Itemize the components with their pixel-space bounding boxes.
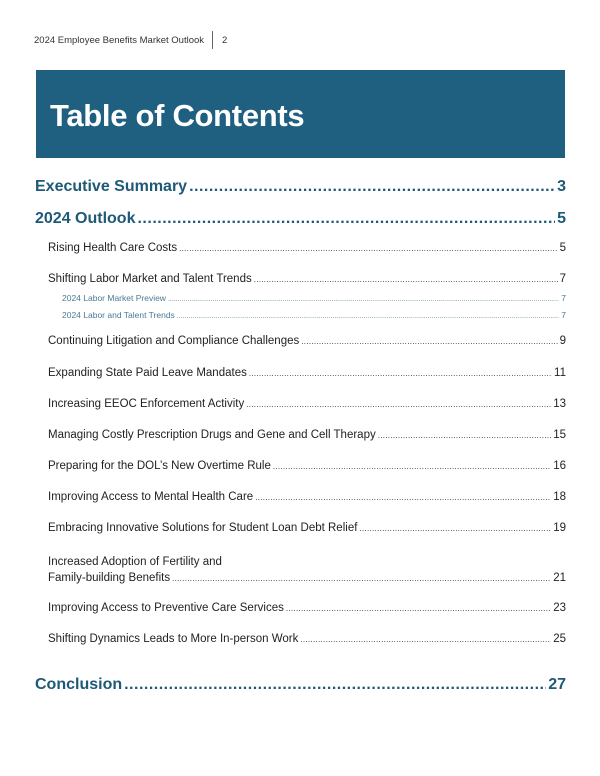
toc-entry-label: Continuing Litigation and Compliance Challenges <box>48 335 300 347</box>
toc-entry[interactable] <box>48 242 566 254</box>
page-number: 2 <box>222 34 228 46</box>
toc-entry-label: Preparing for the DOL’s New Overtime Rule <box>48 460 271 472</box>
toc-entry-label: Improving Access to Mental Health Care <box>48 491 254 503</box>
toc-entry-label: Increasing EEOC Enforcement Activity <box>48 398 245 410</box>
dot-leader <box>300 635 551 644</box>
toc-entry-page: 5 <box>559 242 566 254</box>
dot-leader <box>246 400 551 409</box>
page-title: Table of Contents <box>50 98 305 133</box>
toc-entry-page: 21 <box>553 572 566 584</box>
dot-leader <box>301 337 557 346</box>
toc-entry-label: Managing Costly Prescription Drugs and Gene and Cell Therapy <box>48 429 376 441</box>
toc-entry[interactable] <box>35 178 566 196</box>
toc-entry-line1[interactable] <box>48 556 566 568</box>
dot-leader <box>179 244 557 253</box>
toc-entry[interactable] <box>62 310 566 320</box>
toc-entry-page: 5 <box>557 210 566 227</box>
dot-leader <box>255 493 551 502</box>
toc-entry-page: 3 <box>557 178 566 195</box>
title-banner <box>36 70 565 158</box>
toc-entry[interactable] <box>48 398 566 410</box>
dot-leader <box>254 275 558 284</box>
toc-entry-label: Conclusion <box>35 676 123 693</box>
dot-leader <box>359 524 551 533</box>
toc-entry-page: 16 <box>553 460 566 472</box>
toc-entry-label: 2024 Labor Market Preview <box>62 293 166 303</box>
dot-leader <box>124 676 546 694</box>
toc-entry-label: Increased Adoption of Fertility and <box>48 556 222 568</box>
toc-entry[interactable] <box>48 633 566 645</box>
toc-entry-page: 7 <box>561 310 566 320</box>
toc-entry-page: 25 <box>553 633 566 645</box>
toc-entry-page: 11 <box>554 367 566 379</box>
toc-entry[interactable] <box>35 210 566 228</box>
toc-entry[interactable] <box>48 335 566 347</box>
dot-leader <box>286 604 551 613</box>
toc-entry-page: 13 <box>553 398 566 410</box>
toc-entry-label: Shifting Dynamics Leads to More In-person Work <box>48 633 299 645</box>
dot-leader <box>137 210 555 228</box>
dot-leader <box>249 369 552 378</box>
toc-entry-label: Improving Access to Preventive Care Services <box>48 602 284 614</box>
dot-leader <box>189 178 555 196</box>
dot-leader <box>378 431 551 440</box>
toc-entry-label: 2024 Labor and Talent Trends <box>62 310 175 320</box>
toc-entry[interactable] <box>48 522 566 534</box>
toc-entry-label: Embracing Innovative Solutions for Student Loan Debt Relief <box>48 522 358 534</box>
toc-entry[interactable] <box>48 602 566 614</box>
document-title: 2024 Employee Benefits Market Outlook <box>34 34 205 46</box>
dot-leader <box>168 296 559 303</box>
running-header <box>34 31 227 49</box>
toc-entry[interactable] <box>35 676 566 694</box>
toc-entry-label: Family-building Benefits <box>48 572 171 584</box>
toc-entry-label: Expanding State Paid Leave Mandates <box>48 367 247 379</box>
toc-entry-label: Shifting Labor Market and Talent Trends <box>48 273 252 285</box>
dot-leader <box>172 574 551 583</box>
toc-entry[interactable] <box>48 367 566 379</box>
toc-entry-label: 2024 Outlook <box>35 210 136 227</box>
toc-entry-page: 9 <box>559 335 566 347</box>
dot-leader <box>177 313 559 320</box>
toc-entry-label: Rising Health Care Costs <box>48 242 178 254</box>
toc-entry[interactable] <box>48 572 566 584</box>
toc-entry[interactable] <box>48 491 566 503</box>
toc-entry-page: 18 <box>553 491 566 503</box>
toc-entry-page: 19 <box>553 522 566 534</box>
dot-leader <box>273 462 551 471</box>
toc-entry[interactable] <box>48 429 566 441</box>
toc-entry[interactable] <box>62 293 566 303</box>
toc-entry-page: 7 <box>559 273 566 285</box>
toc-entry-page: 23 <box>553 602 566 614</box>
header-divider <box>212 31 213 49</box>
toc-entry-label: Executive Summary <box>35 178 188 195</box>
toc-entry-page: 7 <box>561 293 566 303</box>
toc-entry-page: 27 <box>548 676 566 693</box>
toc-entry[interactable] <box>48 273 566 285</box>
toc-entry-page: 15 <box>553 429 566 441</box>
toc-entry[interactable] <box>48 460 566 472</box>
